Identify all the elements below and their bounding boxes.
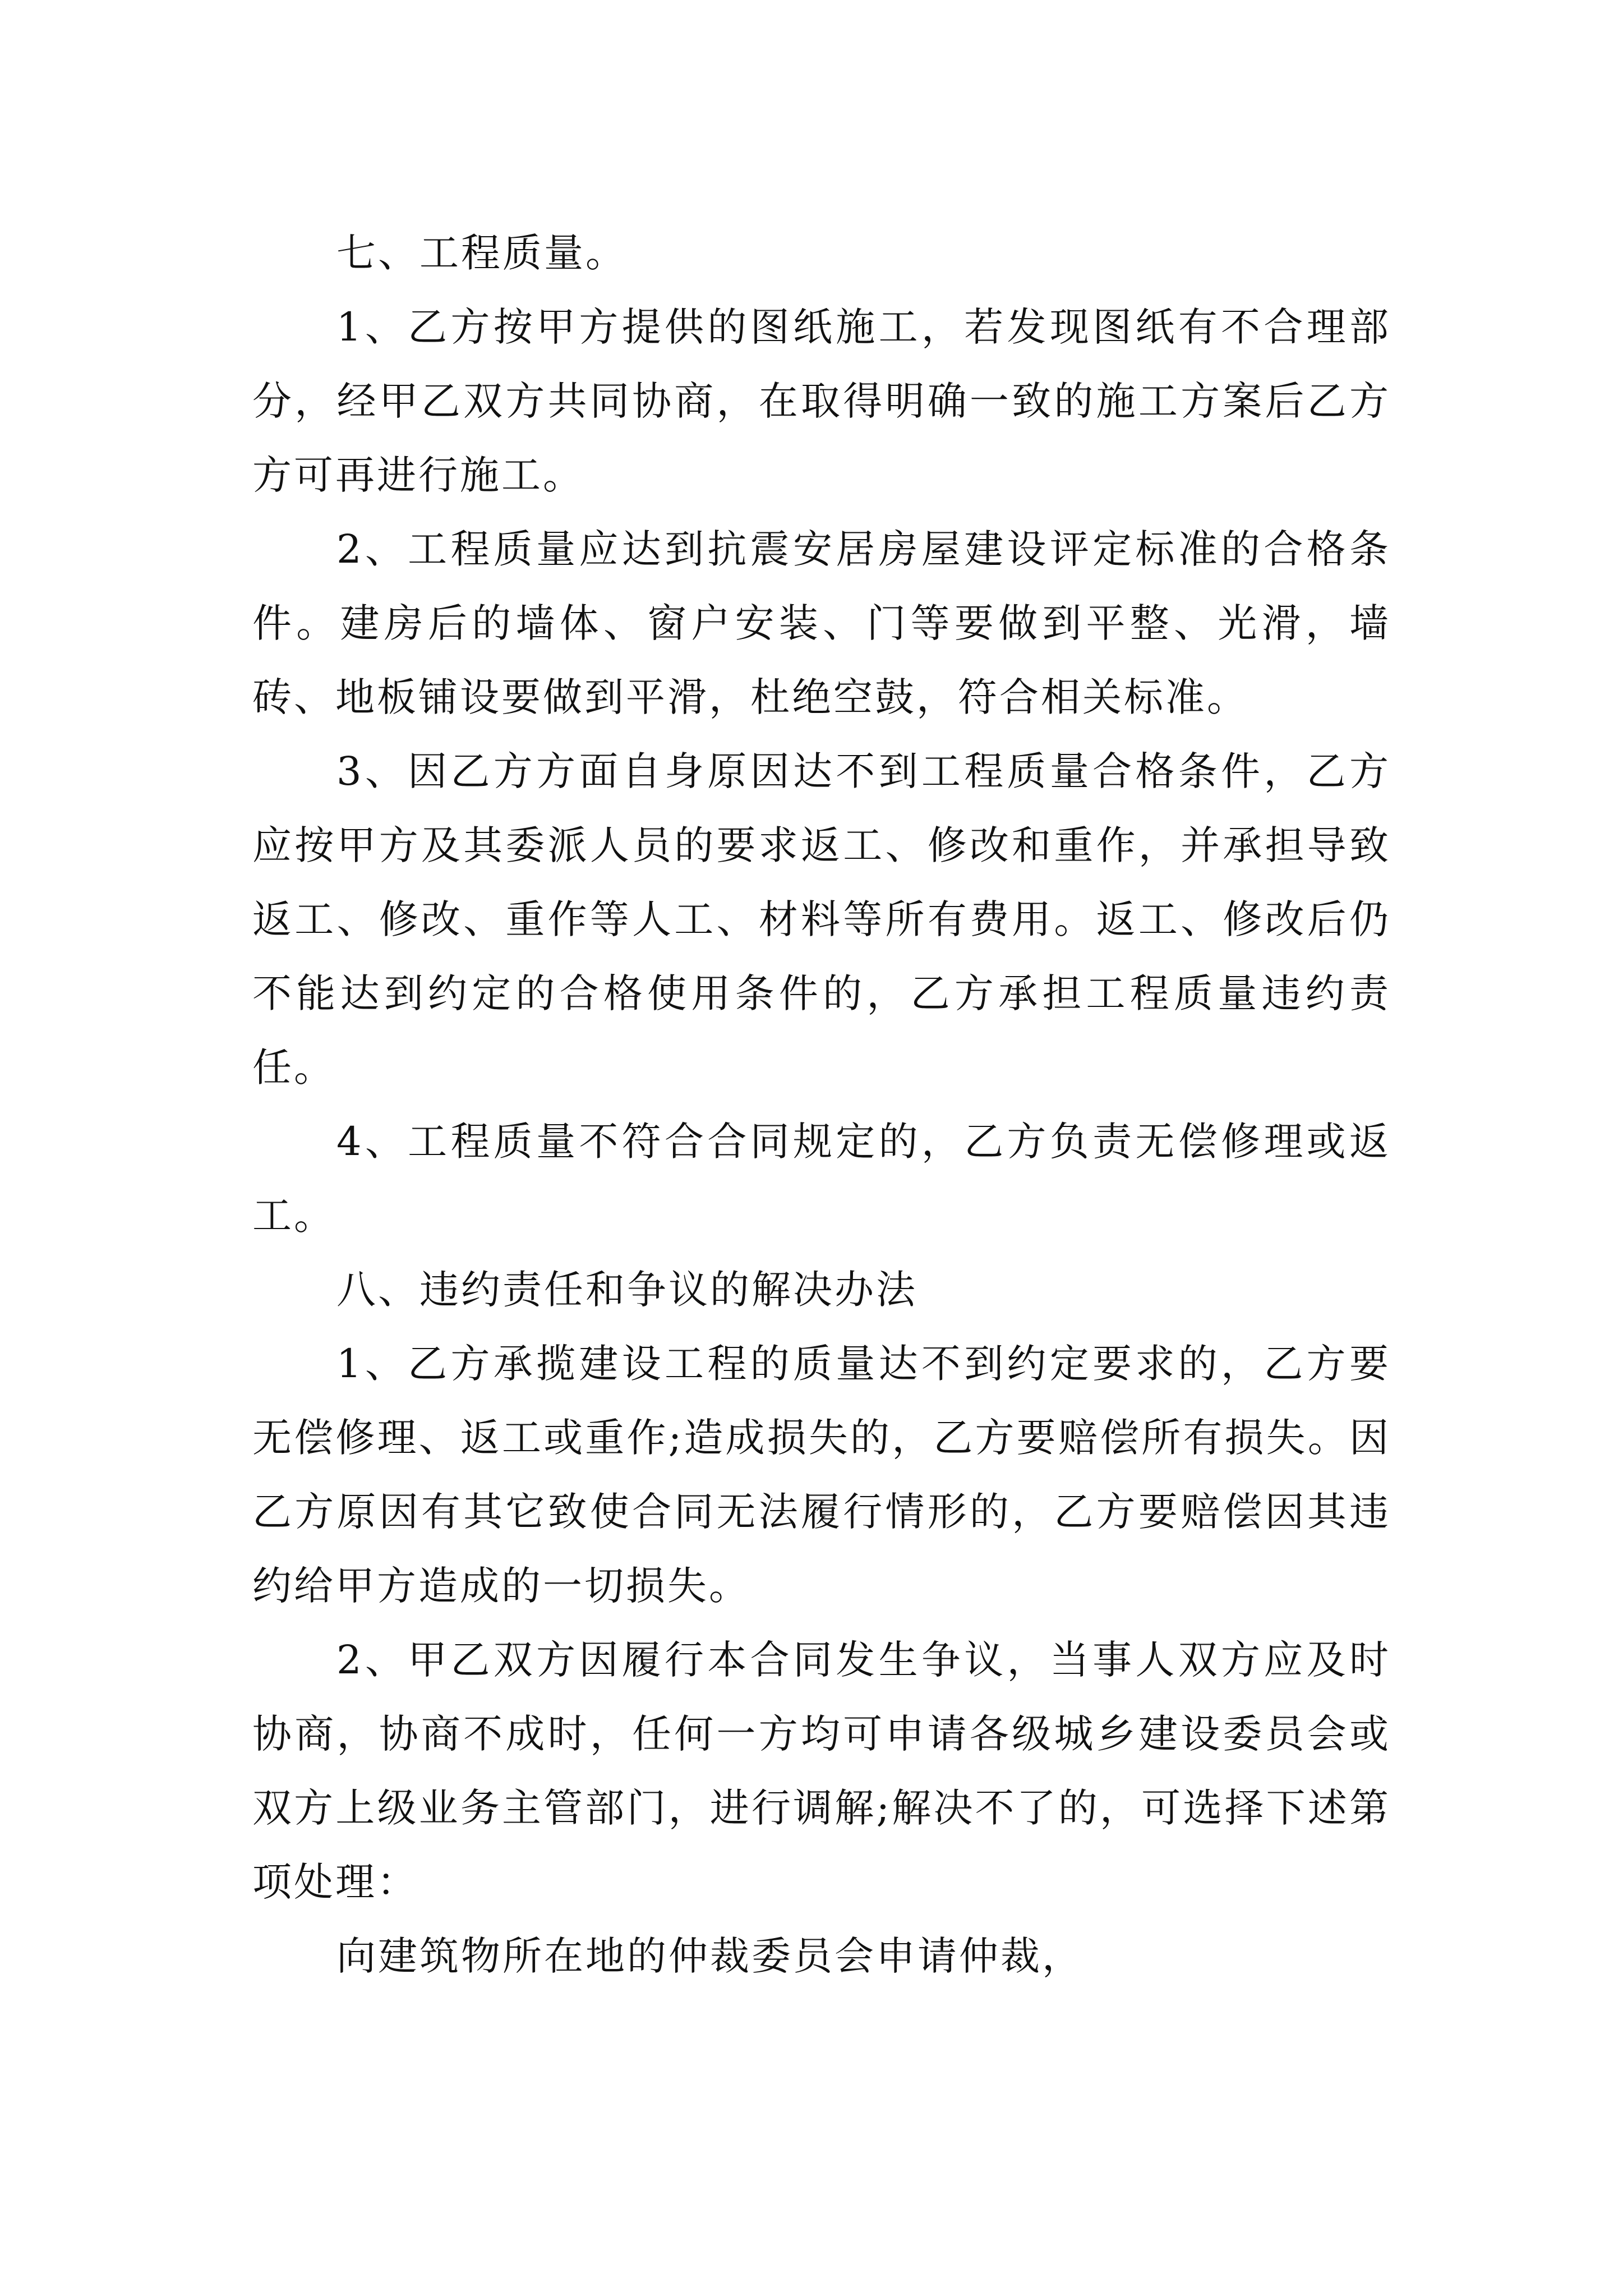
clause-7-1: 1、乙方按甲方提供的图纸施工，若发现图纸有不合理部分，经甲乙双方共同协商，在取得明确一致的施工方案后乙方方可再进行施工。 — [252, 304, 1391, 498]
document-body — [252, 216, 1391, 1993]
clause-7-3: 3、因乙方方面自身原因达不到工程质量合格条件，乙方应按甲方及其委派人员的要求返工、修改和重作，并承担导致返工、修改、重作等人工、材料等所有费用。返工、修改后仍不能达到约定的合格使用条件的，乙方承担工程质量违约责任。 — [252, 748, 1391, 1091]
section-heading-quality: 七、工程质量。 — [336, 230, 627, 276]
clause-8-option: 向建筑物所在地的仲裁委员会申请仲裁， — [336, 1933, 1083, 1979]
clause-8-1: 1、乙方承揽建设工程的质量达不到约定要求的，乙方要无偿修理、返工或重作;造成损失的，乙方要赔偿所有损失。因乙方原因有其它致使合同无法履行情形的，乙方要赔偿因其违约给甲方造成的一切损失。 — [252, 1341, 1391, 1609]
clause-7-4: 4、工程质量不符合合同规定的，乙方负责无偿修理或返工。 — [252, 1119, 1391, 1239]
clause-8-2: 2、甲乙双方因履行本合同发生争议，当事人双方应及时协商，协商不成时，任何一方均可申请各级城乡建设委员会或双方上级业务主管部门，进行调解;解决不了的，可选择下述第项处理： — [252, 1637, 1391, 1905]
clause-7-2: 2、工程质量应达到抗震安居房屋建设评定标准的合格条件。建房后的墙体、窗户安装、门等要做到平整、光滑，墙砖、地板铺设要做到平滑，杜绝空鼓，符合相关标准。 — [252, 526, 1391, 720]
section-heading-liability: 八、违约责任和争议的解决办法 — [336, 1267, 917, 1313]
